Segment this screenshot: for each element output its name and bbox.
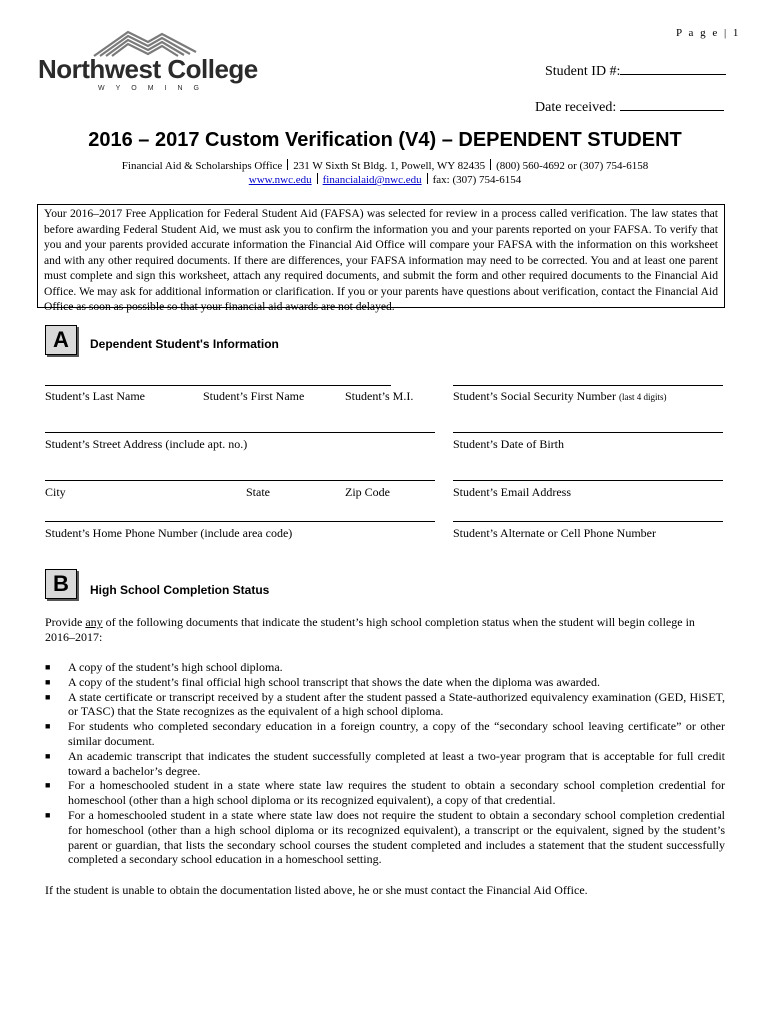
intro-post: of the following documents that indicate the student’s high school completion status when the student will begin college in 2016–2017:	[45, 615, 695, 644]
list-item-text: A copy of the student’s final official high school transcript that shows the date when the diploma was awarded.	[68, 674, 600, 689]
bullet-square-icon: ■	[45, 676, 51, 687]
office-address: 231 W Sixth St Bldg. 1, Powell, WY 82435	[293, 160, 486, 172]
zip-label: Zip Code	[345, 485, 390, 499]
bullet-square-icon: ■	[45, 809, 51, 820]
mi-label: Student’s M.I.	[345, 389, 414, 403]
logo-subtitle: WYOMING	[98, 85, 210, 92]
list-item	[45, 778, 725, 808]
intro-emphasis: any	[85, 615, 103, 629]
list-item	[45, 719, 725, 749]
intro-pre: Provide	[45, 615, 86, 629]
ssn-input-line[interactable]	[453, 385, 723, 386]
bullet-square-icon: ■	[45, 691, 51, 702]
home-phone-label: Student’s Home Phone Number (include area code)	[45, 526, 293, 540]
list-item-text: A copy of the student’s high school diploma.	[68, 660, 283, 674]
divider	[490, 159, 491, 170]
logo-name: Northwest College	[38, 54, 258, 84]
office-name: Financial Aid & Scholarships Office	[121, 160, 283, 172]
office-fax: fax: (307) 754-6154	[432, 174, 522, 186]
list-item	[45, 675, 725, 690]
name-input-line[interactable]	[45, 385, 391, 386]
list-item	[45, 749, 725, 779]
ssn-label-text: Student’s Social Security Number	[453, 389, 616, 403]
list-item	[45, 690, 725, 720]
section-b-badge: B	[45, 569, 77, 599]
section-b-intro	[45, 615, 725, 645]
email-input-line[interactable]	[453, 480, 723, 481]
college-logo	[36, 26, 258, 98]
bullet-square-icon: ■	[45, 750, 51, 761]
last-name-label: Student’s Last Name	[45, 389, 145, 403]
documents-list	[45, 660, 725, 867]
divider	[427, 173, 428, 184]
list-item-text: For a homeschooled student in a state where state law does not require the student to obtain a secondary school completion credential for homeschool (other than a high school diploma or its recognized equivalent), a transcript or the equivalent, signed by the student’s parent or guardian, that lists the secondary school courses the student completed and includes a statement that the student successfully completed a secondary school education in a homeschool setting.	[68, 807, 725, 867]
intro-box: Your 2016–2017 Free Application for Federal Student Aid (FAFSA) was selected for review in a process called verification. The law states that before awarding Federal Student Aid, we must ask you to confirm the information you and your parents reported on your FAFSA. To verify that you and your parents provided accurate information the Financial Aid Office will compare your FAFSA with the information on this worksheet and with any other required documents. If there are differences, your FAFSA information may need to be corrected. You and at least one parent must complete and sign this worksheet, attach any required documents, and submit the form and other required documents to the Financial Aid Office. We may ask for additional information or clarification. If you or your parents have questions about verification, contact the Financial Aid Office as soon as possible so that your financial aid awards are not delayed.	[37, 204, 725, 308]
city-state-zip-input-line[interactable]	[45, 480, 435, 481]
street-input-line[interactable]	[45, 432, 435, 433]
section-a-heading: Dependent Student's Information	[90, 337, 279, 351]
list-item-text: For a homeschooled student in a state where state law requires the student to obtain a secondary school completion credential for homeschool (other than a high school diploma or its recognized equivalent), a copy of that credential.	[68, 778, 725, 808]
first-name-label: Student’s First Name	[203, 389, 305, 403]
date-received-field[interactable]	[535, 97, 724, 116]
list-item-text: An academic transcript that indicates the student successfully completed at least a two-year program that is acceptable for full credit toward a bachelor’s degree.	[68, 748, 725, 778]
divider	[317, 173, 318, 184]
closing-note: If the student is unable to obtain the documentation listed above, he or she must contact the Financial Aid Office.	[45, 883, 588, 897]
date-received-label: Date received:	[535, 100, 617, 115]
bullet-square-icon: ■	[45, 662, 51, 672]
office-phone: (800) 560-4692 or (307) 754-6158	[496, 160, 649, 172]
city-label: City	[45, 485, 66, 499]
email-label: Student’s Email Address	[453, 485, 571, 499]
page-title: 2016 – 2017 Custom Verification (V4) – DEPENDENT STUDENT	[88, 129, 682, 151]
dob-label: Student’s Date of Birth	[453, 437, 564, 451]
student-id-label: Student ID #:	[545, 64, 621, 79]
cell-phone-label: Student’s Alternate or Cell Phone Number	[453, 526, 656, 540]
section-b-heading: High School Completion Status	[90, 583, 270, 597]
ssn-note: (last 4 digits)	[618, 392, 667, 402]
cell-phone-input-line[interactable]	[453, 521, 723, 522]
email-link[interactable]: financialaid@nwc.edu	[322, 174, 422, 186]
ssn-label	[453, 389, 666, 404]
website-link[interactable]: www.nwc.edu	[248, 174, 312, 186]
dob-input-line[interactable]	[453, 432, 723, 433]
contact-line-2	[0, 173, 770, 186]
list-item	[45, 808, 725, 867]
page-number: P a g e | 1	[676, 27, 741, 39]
home-phone-input-line[interactable]	[45, 521, 435, 522]
date-received-blank[interactable]	[620, 97, 724, 111]
list-item-text: A state certificate or transcript received by a student after the student passed a State-authorized equivalency examination (GED, HiSET, or TASC) that the State recognizes as the equivalent of a high school diploma.	[68, 689, 725, 719]
bullet-square-icon: ■	[45, 780, 51, 791]
contact-line-1	[0, 159, 770, 172]
state-label: State	[246, 485, 270, 499]
divider	[287, 159, 288, 170]
student-id-blank[interactable]	[620, 61, 726, 75]
section-a-badge: A	[45, 325, 77, 355]
list-item	[45, 660, 725, 675]
bullet-square-icon: ■	[45, 721, 51, 732]
list-item-text: For students who completed secondary education in a foreign country, a copy of the “secondary school leaving certificate” or other similar document.	[68, 719, 725, 748]
street-label: Student’s Street Address (include apt. no.)	[45, 437, 248, 451]
student-id-field[interactable]	[545, 61, 726, 80]
